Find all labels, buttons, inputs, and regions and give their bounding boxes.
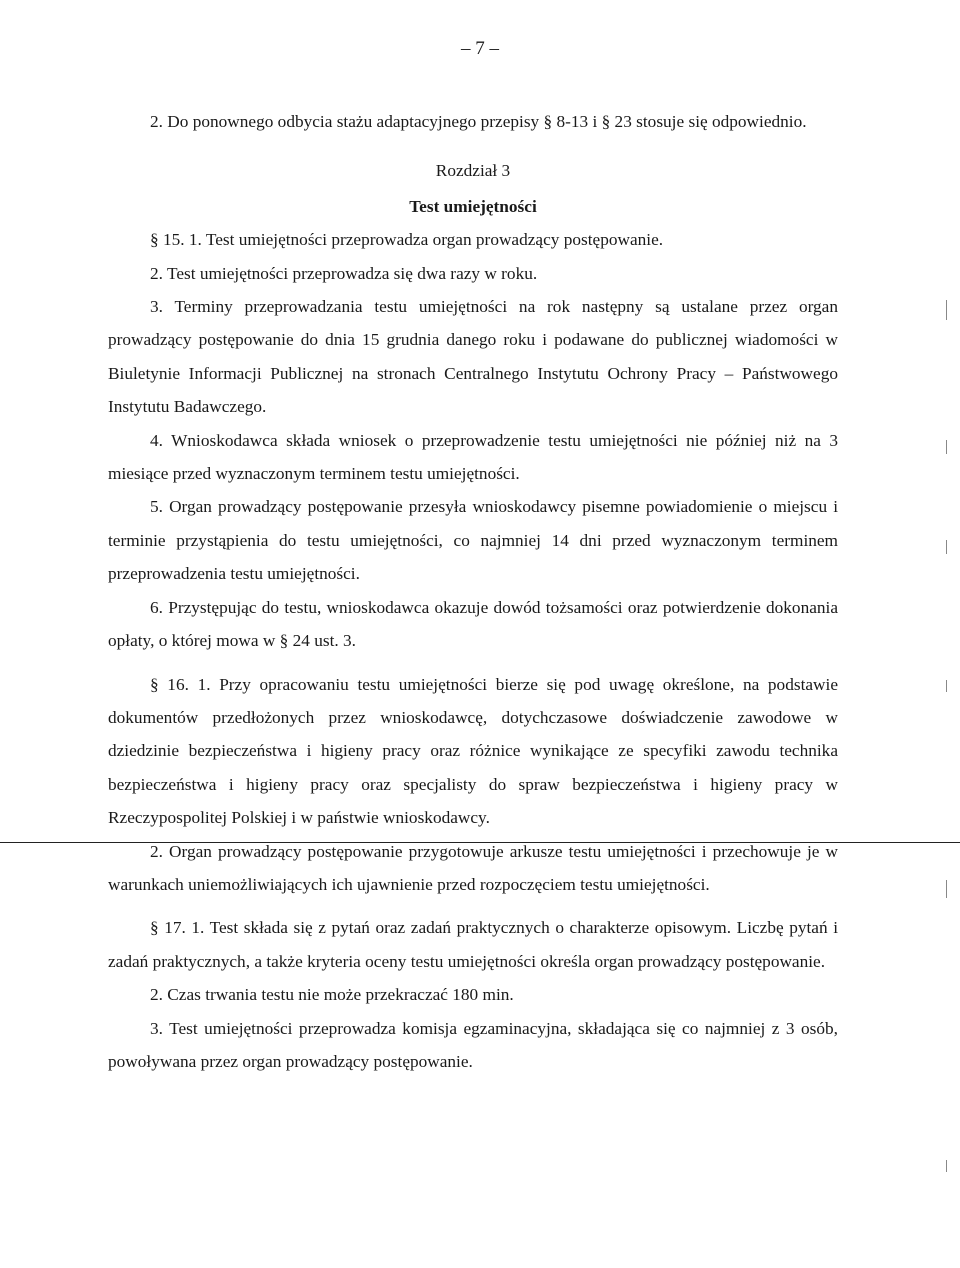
paragraph-16-1: § 16. 1. Przy opracowaniu testu umiejętności bierze się pod uwagę określone, na podstawie dokumentów przedłożonych przez wnioskodawcę, dotychczasowe doświadczenie zawodowe w dziedzinie bezpieczeństwa i higieny pracy oraz różnice wynikające ze specyfiki zawodu technika bezpieczeństwa i higieny pracy oraz specjalisty do spraw bezpieczeństwa i higieny pracy w Rzeczypospolitej Polskiej i w państwie wnioskodawcy. bbox=[108, 674, 838, 828]
margin-mark bbox=[946, 1160, 947, 1172]
chapter-title: Test umiejętności bbox=[409, 196, 537, 216]
paragraph-15-3: 3. Terminy przeprowadzania testu umiejętności na rok następny są ustalane przez organ prowadzący postępowanie do dnia 15 grudnia danego roku i podawane do publicznej wiadomości w Biuletynie Informacji Publicznej na stronach Centralnego Instytutu Ochrony Pracy – Państwowego Instytutu Badawczego. bbox=[108, 297, 838, 417]
paragraph-15-4: 4. Wnioskodawca składa wniosek o przeprowadzenie testu umiejętności nie później niż na 3 miesiące przed wyznaczonym terminem testu umiejętności. bbox=[108, 430, 838, 484]
scan-fold-line bbox=[0, 842, 960, 843]
paragraph-17-2: 2. Czas trwania testu nie może przekraczać 180 min. bbox=[150, 985, 514, 1005]
margin-mark bbox=[946, 540, 947, 554]
chapter-heading: Rozdział 3 bbox=[435, 161, 511, 181]
paragraph-15-2: 2. Test umiejętności przeprowadza się dwa razy w roku. bbox=[150, 263, 538, 283]
paragraph-17-3: 3. Test umiejętności przeprowadza komisja egzaminacyjna, składająca się co najmniej z 3 osób, powoływana przez organ prowadzący postępowanie. bbox=[108, 1018, 838, 1071]
document-body bbox=[108, 105, 838, 1078]
paragraph-17-1: § 17. 1. Test składa się z pytań oraz zadań praktycznych o charakterze opisowym. Liczbę pytań i zadań praktycznych, a także kryteria oceny testu umiejętności określa organ prowadzący postępowanie. bbox=[108, 918, 838, 971]
margin-mark bbox=[946, 440, 947, 454]
paragraph-14-2: 2. Do ponownego odbycia stażu adaptacyjnego przepisy § 8-13 i § 23 stosuje się odpowiednio. bbox=[150, 112, 807, 131]
margin-mark bbox=[946, 300, 947, 320]
paragraph-15-5: 5. Organ prowadzący postępowanie przesyła wnioskodawcy pisemne powiadomienie o miejscu i terminie przystąpienia do testu umiejętności, co najmniej 14 dni przed wyznaczonym terminem przeprowadzenia testu umiejętności. bbox=[108, 497, 838, 584]
page-number: – 7 – bbox=[461, 38, 499, 59]
margin-mark bbox=[946, 680, 947, 692]
paragraph-15-6: 6. Przystępując do testu, wnioskodawca okazuje dowód tożsamości oraz potwierdzenie dokonania opłaty, o której mowa w § 24 ust. 3. bbox=[108, 597, 838, 651]
paragraph-15-1: § 15. 1. Test umiejętności przeprowadza organ prowadzący postępowanie. bbox=[150, 230, 664, 250]
paragraph-16-2: 2. Organ prowadzący postępowanie przygotowuje arkusze testu umiejętności i przechowuje je w warunkach uniemożliwiających ich ujawnienie przed rozpoczęciem testu umiejętności. bbox=[108, 841, 838, 894]
margin-mark bbox=[946, 880, 947, 898]
